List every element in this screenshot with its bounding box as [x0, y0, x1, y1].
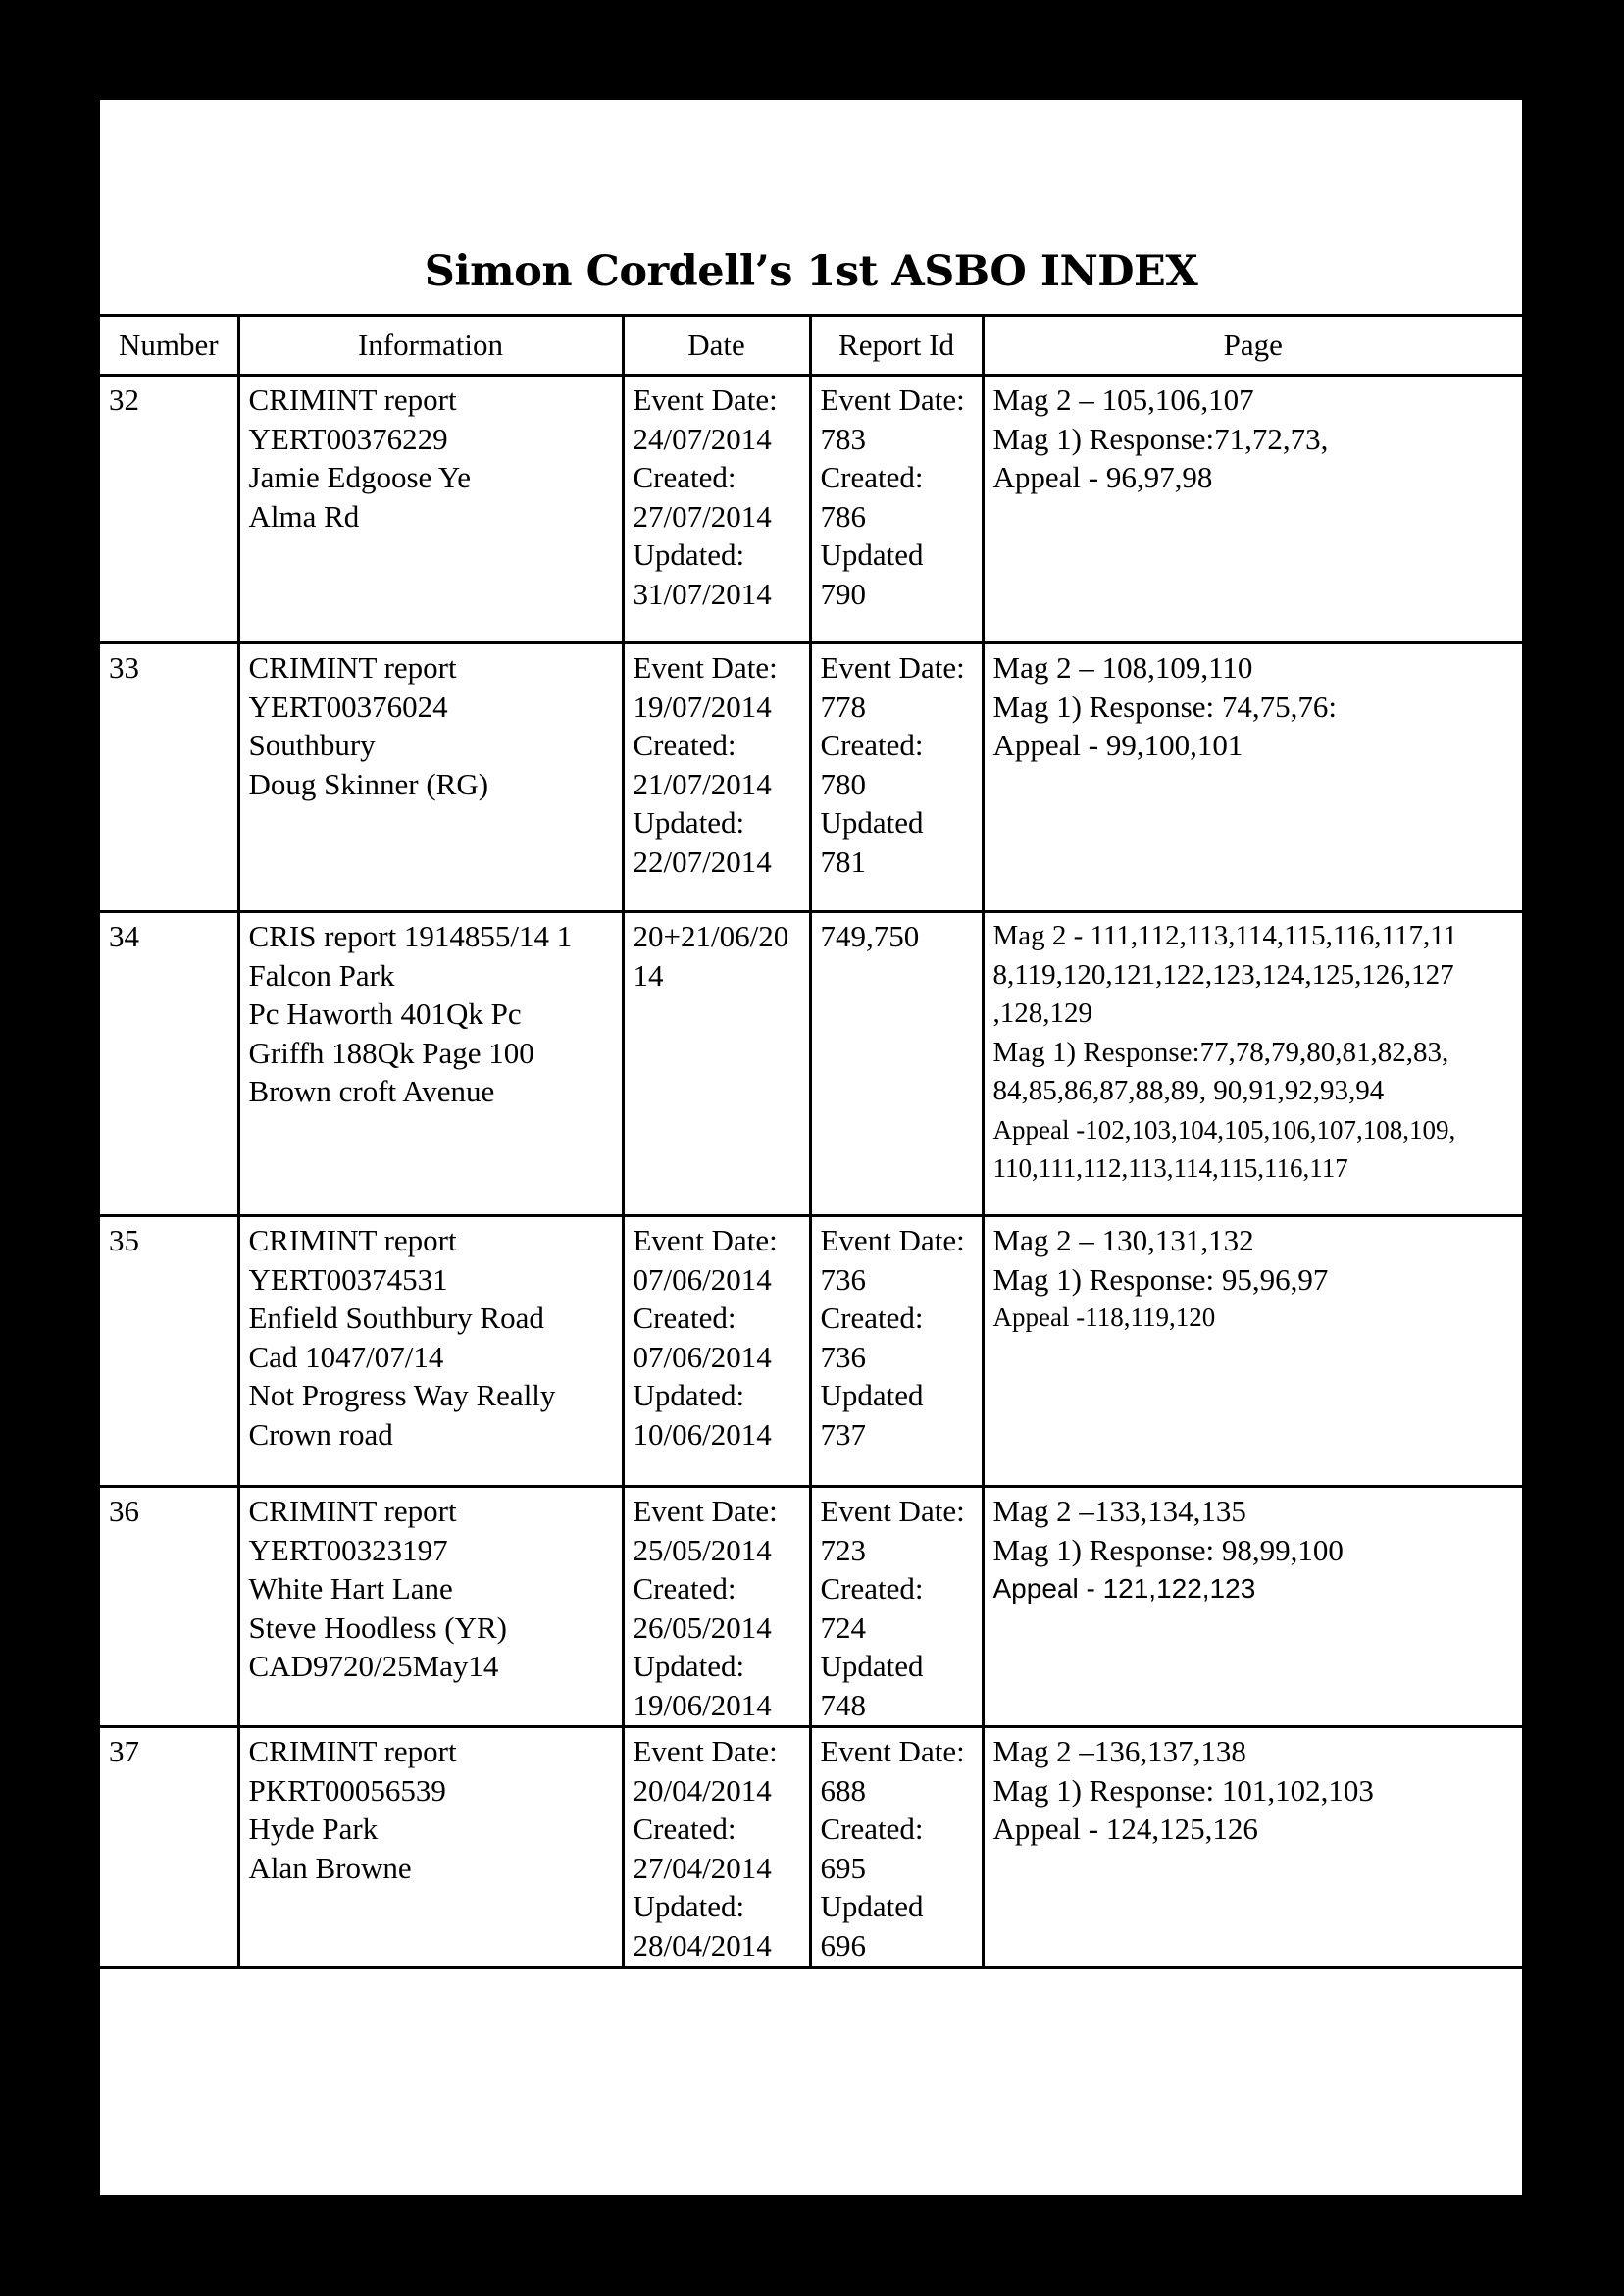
cell-date-line: 07/06/2014	[633, 1339, 772, 1374]
cell-date-line: 27/07/2014	[633, 498, 772, 534]
cell-report-id-line: Event Date:	[820, 1494, 965, 1528]
cell-report-id-line: 749,750	[820, 919, 920, 953]
cell-report-id-line: Event Date:	[820, 1734, 965, 1768]
cell-date-line: Event Date:	[633, 1734, 778, 1768]
cell-report-id-line: 736	[820, 1261, 866, 1297]
cell-report-id-line: Created:	[820, 460, 924, 494]
cell-date-line: Event Date:	[633, 1494, 778, 1528]
cell-date-line: 19/06/2014	[633, 1687, 772, 1722]
cell-page-line: Appeal -118,119,120	[992, 1302, 1216, 1332]
cell-date-line: 14	[633, 957, 664, 993]
cell-date-line: 20/04/2014	[633, 1772, 772, 1808]
cell-information-line: Jamie Edgoose Ye	[248, 460, 471, 494]
cell-page	[983, 1216, 1522, 1487]
cell-date-line: 10/06/2014	[633, 1416, 772, 1452]
cell-number: 35	[100, 1216, 238, 1487]
table-row	[100, 376, 1522, 643]
cell-date-line: 28/04/2014	[633, 1927, 772, 1963]
cell-information-line: CRIMINT report	[248, 1494, 457, 1528]
cell-page-line: Appeal - 121,122,123	[992, 1573, 1256, 1604]
cell-report-id	[810, 376, 983, 643]
cell-page	[983, 1487, 1522, 1727]
cell-information	[238, 1487, 623, 1727]
cell-information	[238, 376, 623, 643]
document-page	[100, 100, 1522, 2195]
cell-date-line: Created:	[633, 728, 736, 762]
cell-page	[983, 912, 1522, 1216]
cell-information-line: CRIS report 1914855/14 1	[248, 919, 573, 953]
cell-information-line: Griffh 188Qk Page 100	[248, 1035, 534, 1070]
cell-information-line: Brown croft Avenue	[248, 1074, 495, 1108]
cell-report-id-line: Created:	[820, 1811, 924, 1846]
cell-date-line: 19/07/2014	[633, 689, 772, 724]
column-header-report-id: Report Id	[810, 316, 983, 376]
cell-information-line: Steve Hoodless (YR)	[248, 1609, 507, 1645]
cell-information-line: Crown road	[248, 1416, 393, 1452]
asbo-index-table	[100, 314, 1522, 1969]
cell-number: 36	[100, 1487, 238, 1727]
cell-page-line: Mag 2 – 105,106,107	[992, 383, 1254, 417]
cell-number: 32	[100, 376, 238, 643]
cell-date-line: 07/06/2014	[633, 1261, 772, 1297]
cell-report-id-line: 786	[820, 498, 866, 534]
cell-date-line: Updated:	[633, 537, 745, 572]
cell-report-id	[810, 1216, 983, 1487]
cell-information-line: Not Progress Way Really	[248, 1378, 556, 1412]
column-header-information: Information	[238, 316, 623, 376]
cell-date-line: Created:	[633, 1811, 736, 1846]
cell-information-line: YERT00323197	[248, 1532, 448, 1567]
cell-page-line: Appeal -102,103,104,105,106,107,108,109,	[992, 1114, 1456, 1145]
cell-date-line: Event Date:	[633, 650, 778, 685]
cell-page	[983, 376, 1522, 643]
table-row	[100, 1727, 1522, 1968]
cell-date-line: 21/07/2014	[633, 766, 772, 801]
cell-information-line: YERT00374531	[248, 1261, 448, 1297]
table-row	[100, 1487, 1522, 1727]
cell-date-line: Updated:	[633, 1649, 745, 1683]
column-header-date: Date	[623, 316, 810, 376]
cell-report-id-line: Created:	[820, 728, 924, 762]
cell-page-line: 8,119,120,121,122,123,124,125,126,127	[992, 958, 1454, 991]
cell-report-id-line: Updated	[820, 1649, 924, 1683]
cell-page	[983, 1727, 1522, 1968]
cell-report-id-line: Event Date:	[820, 650, 965, 685]
cell-report-id-line: Updated	[820, 805, 924, 840]
cell-information	[238, 912, 623, 1216]
cell-information-line: Enfield Southbury Road	[248, 1301, 544, 1335]
cell-information-line: CRIMINT report	[248, 383, 457, 417]
cell-report-id-line: 778	[820, 689, 866, 724]
table-body	[100, 376, 1522, 1968]
cell-report-id	[810, 1487, 983, 1727]
cell-information-line: Hyde Park	[248, 1811, 379, 1846]
cell-report-id-line: Updated	[820, 1378, 924, 1412]
cell-page-line: Mag 2 – 108,109,110	[992, 650, 1253, 685]
cell-date	[623, 643, 810, 912]
cell-report-id-line: 723	[820, 1532, 866, 1567]
cell-report-id	[810, 912, 983, 1216]
cell-date	[623, 1487, 810, 1727]
cell-report-id-line: Event Date:	[820, 383, 965, 417]
cell-report-id-line: 781	[820, 843, 866, 879]
cell-page-line: ,128,129	[992, 997, 1092, 1029]
cell-information	[238, 1727, 623, 1968]
cell-date-line: Updated:	[633, 1889, 745, 1923]
cell-information-line: Pc Haworth 401Qk Pc	[248, 996, 522, 1031]
cell-page	[983, 643, 1522, 912]
cell-information-line: YERT00376024	[248, 689, 448, 724]
table-row	[100, 1216, 1522, 1487]
cell-page-line: Appeal - 124,125,126	[992, 1811, 1258, 1846]
cell-information-line: Cad 1047/07/14	[248, 1339, 444, 1374]
cell-date-line: 25/05/2014	[633, 1532, 772, 1567]
document-title: Simon Cordell’s 1st ASBO INDEX	[424, 247, 1198, 296]
cell-date-line: Updated:	[633, 805, 745, 840]
cell-information-line: YERT00376229	[248, 421, 448, 456]
cell-number: 37	[100, 1727, 238, 1968]
cell-report-id-line: Updated	[820, 537, 924, 572]
table-row	[100, 912, 1522, 1216]
cell-information-line: Southbury	[248, 728, 376, 762]
cell-page-line: Mag 1) Response:77,78,79,80,81,82,83,	[992, 1036, 1449, 1068]
cell-report-id-line: Created:	[820, 1301, 924, 1335]
cell-page-line: Mag 1) Response:71,72,73,	[992, 421, 1329, 456]
cell-report-id-line: 696	[820, 1927, 866, 1963]
cell-information-line: White Hart Lane	[248, 1571, 453, 1606]
cell-information	[238, 643, 623, 912]
cell-date-line: Event Date:	[633, 383, 778, 417]
column-header-number: Number	[100, 316, 238, 376]
cell-information-line: Doug Skinner (RG)	[248, 766, 489, 801]
cell-page-line: Mag 1) Response: 74,75,76:	[992, 689, 1337, 724]
cell-report-id-line: 736	[820, 1339, 866, 1374]
cell-date-line: 22/07/2014	[633, 843, 772, 879]
cell-date-line: Created:	[633, 1301, 736, 1335]
cell-report-id-line: Created:	[820, 1571, 924, 1606]
cell-date-line: 31/07/2014	[633, 576, 772, 611]
cell-page-line: Mag 2 – 130,131,132	[992, 1223, 1254, 1257]
cell-report-id-line: Event Date:	[820, 1223, 965, 1257]
cell-date-line: Updated:	[633, 1378, 745, 1412]
cell-date-line: 26/05/2014	[633, 1609, 772, 1645]
cell-information-line: CRIMINT report	[248, 1734, 457, 1768]
cell-date-line: 27/04/2014	[633, 1850, 772, 1885]
cell-report-id-line: 780	[820, 766, 866, 801]
cell-date	[623, 1727, 810, 1968]
cell-date	[623, 1216, 810, 1487]
cell-page-line: Mag 1) Response: 98,99,100	[992, 1532, 1344, 1567]
cell-information	[238, 1216, 623, 1487]
cell-report-id-line: 737	[820, 1416, 866, 1452]
cell-date	[623, 376, 810, 643]
cell-report-id-line: 748	[820, 1687, 866, 1722]
cell-page-line: 110,111,112,113,114,115,116,117	[992, 1153, 1348, 1183]
cell-information-line: Alma Rd	[248, 498, 360, 534]
cell-page-line: Mag 2 - 111,112,113,114,115,116,117,11	[992, 920, 1458, 951]
cell-page-line: 84,85,86,87,88,89, 90,91,92,93,94	[992, 1075, 1385, 1106]
cell-number: 33	[100, 643, 238, 912]
cell-report-id	[810, 643, 983, 912]
cell-date-line: 20+21/06/20	[633, 919, 789, 953]
cell-report-id	[810, 1727, 983, 1968]
cell-information-line: Falcon Park	[248, 957, 395, 993]
cell-report-id-line: 790	[820, 576, 866, 611]
cell-page-line: Mag 1) Response: 95,96,97	[992, 1261, 1329, 1297]
cell-report-id-line: 695	[820, 1850, 866, 1885]
cell-number: 34	[100, 912, 238, 1216]
cell-date-line: Event Date:	[633, 1223, 778, 1257]
cell-information-line: CAD9720/25May14	[248, 1649, 499, 1683]
cell-information-line: CRIMINT report	[248, 1223, 457, 1257]
cell-page-line: Appeal - 96,97,98	[992, 460, 1213, 494]
cell-page-line: Mag 2 –133,134,135	[992, 1494, 1246, 1528]
cell-date	[623, 912, 810, 1216]
cell-date-line: 24/07/2014	[633, 421, 772, 456]
cell-information-line: Alan Browne	[248, 1850, 412, 1885]
table-row	[100, 643, 1522, 912]
cell-report-id-line: 783	[820, 421, 866, 456]
cell-report-id-line: Updated	[820, 1889, 924, 1923]
cell-information-line: CRIMINT report	[248, 650, 457, 685]
cell-page-line: Appeal - 99,100,101	[992, 728, 1243, 762]
cell-report-id-line: 688	[820, 1772, 866, 1808]
header-row	[100, 316, 1522, 376]
cell-report-id-line: 724	[820, 1609, 866, 1645]
cell-page-line: Mag 2 –136,137,138	[992, 1734, 1246, 1768]
cell-page-line: Mag 1) Response: 101,102,103	[992, 1772, 1374, 1808]
cell-date-line: Created:	[633, 460, 736, 494]
cell-information-line: PKRT00056539	[248, 1772, 446, 1808]
cell-date-line: Created:	[633, 1571, 736, 1606]
column-header-page: Page	[983, 316, 1522, 376]
